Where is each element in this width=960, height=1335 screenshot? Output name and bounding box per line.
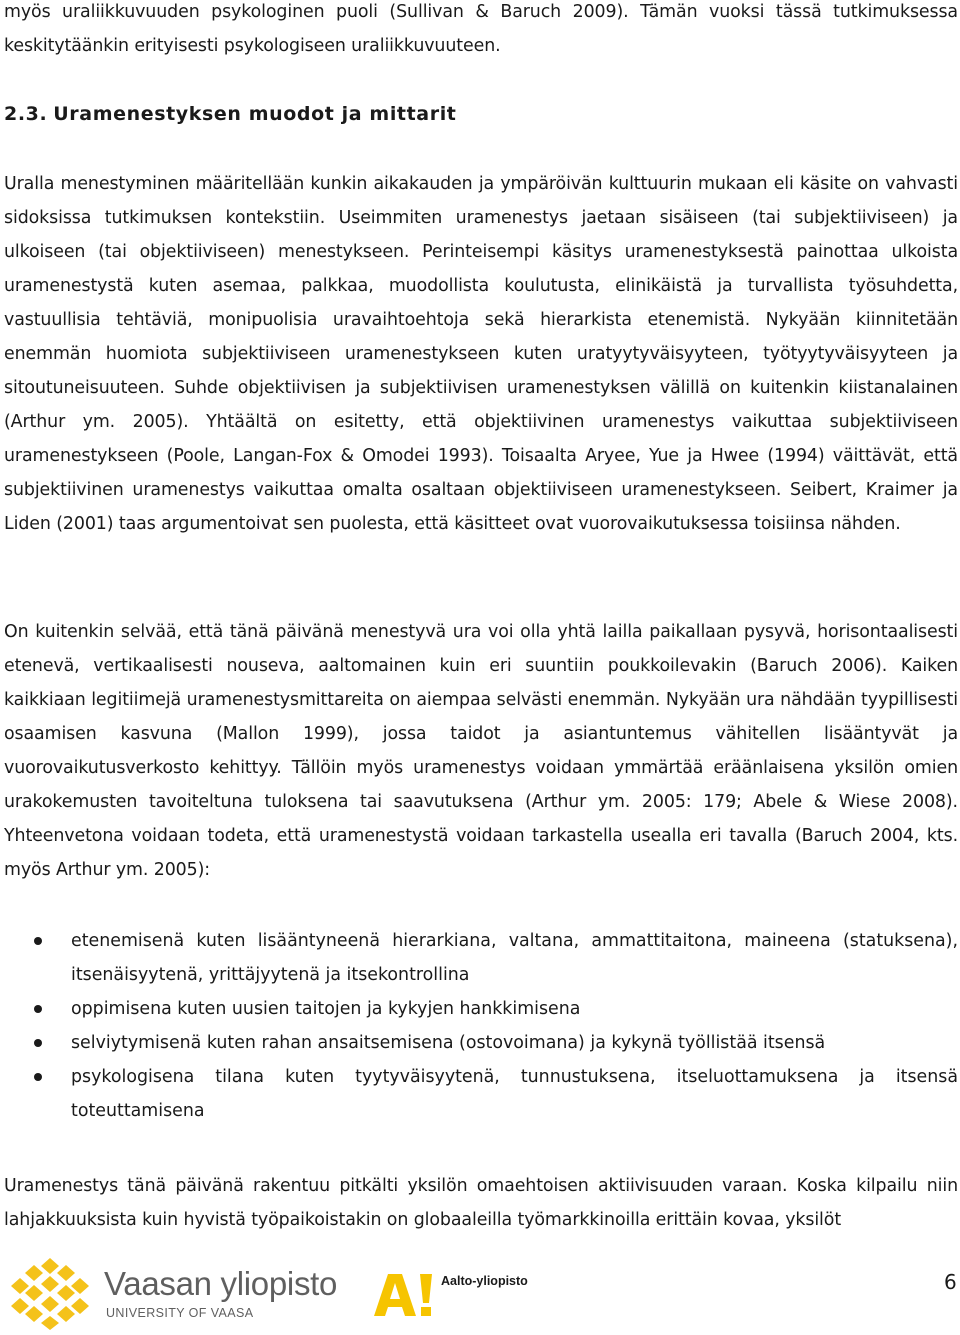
- vaasan-yliopisto-logo-icon: [10, 1256, 90, 1332]
- bullet-icon: [34, 1039, 42, 1047]
- list-item: [0, 992, 958, 1026]
- list-item: [0, 924, 958, 992]
- list-item-text: selviytymisenä kuten rahan ansaitsemisena (ostovoimana) ja kykynä työllistää itsensä: [71, 1033, 826, 1053]
- aalto-logo-icon: [374, 1274, 436, 1316]
- paragraph-2: On kuitenkin selvää, että tänä päivänä menestyvä ura voi olla yhtä lailla paikallaan pysyvä, horisontaalisesti etenevä, vertikaalisesti nouseva, aaltomainen kuin eri suuntiin poukkoilevakin (Baruch 2006). Kaiken kaikkiaan legitiimejä uramenestysmittareita on aiempaa selvästi enemmän. Nykyään ura nähdään tyypillisesti osaamisen kasvuna (Mallon 1999), jossa taidot ja asiantuntemus vähitellen lisääntyvät ja vuorovaikutusverkosto kehittyy. Tällöin myös uramenestys voidaan ymmärtää eräänlaisena yksilön omien urakokemusten tavoiteltuna tuloksena tai saavutuksena (Arthur ym. 2005: 179; Abele & Wiese 2008). Yhteenvetona voidaan todeta, että uramenestystä voidaan tarkastella usealla eri tavalla (Baruch 2004, kts. myös Arthur ym. 2005):: [4, 622, 958, 880]
- list-item-text: oppimisena kuten uusien taitojen ja kykyjen hankkimisena: [71, 999, 581, 1019]
- page-number: 6: [944, 1270, 957, 1294]
- paragraph-top: myös uraliikkuvuuden psykologinen puoli (Sullivan & Baruch 2009). Tämän vuoksi tässä tutkimuksessa keskitytäänkin erityisesti psykologiseen uraliikkuvuuteen.: [4, 2, 958, 56]
- section-title: Uramenestyksen muodot ja mittarit: [53, 103, 457, 125]
- aalto-name: Aalto-yliopisto: [441, 1274, 528, 1288]
- paragraph-3: Uramenestys tänä päivänä rakentuu pitkälti yksilön omaehtoisen aktiivisuuden varaan. Koska kilpailu niin lahjakkuuksista kuin hyvistä työpaikoistakin on globaaleilla työmarkkinoilla erittäin kovaa, yksilöt: [4, 1176, 958, 1230]
- bullet-icon: [34, 1073, 42, 1081]
- section-heading: [4, 98, 457, 130]
- list-item: [0, 1026, 958, 1060]
- section-number: 2.3.: [4, 103, 48, 125]
- page-footer: [0, 1252, 960, 1335]
- bullet-list: [0, 924, 958, 1128]
- list-item-text: psykologisena tilana kuten tyytyväisyytenä, tunnustuksena, itseluottamuksena ja itsensä toteuttamisena: [71, 1067, 958, 1121]
- university-subtitle: UNIVERSITY OF VAASA: [106, 1306, 254, 1320]
- list-item-text: etenemisenä kuten lisääntyneenä hierarkiana, valtana, ammattitaitona, maineena (statuksena), itsenäisyytenä, yrittäjyytenä ja itsekontrollina: [71, 931, 958, 985]
- bullet-icon: [34, 937, 42, 945]
- bullet-icon: [34, 1005, 42, 1013]
- list-item: [0, 1060, 958, 1128]
- university-name: Vaasan yliopisto: [104, 1265, 338, 1302]
- paragraph-1: Uralla menestyminen määritellään kunkin aikakauden ja ympäröivän kulttuurin mukaan eli käsite on vahvasti sidoksissa tutkimuksen kontekstiin. Useimmiten uramenestys jaetaan sisäiseen (tai subjektiiviseen) ja ulkoiseen (tai objektiiviseen) menestykseen. Perinteisempi käsitys uramenestyksestä painottaa ulkoista uramenestystä kuten asemaa, palkkaa, muodollista koulutusta, elinikäistä ja turvallista työsuhdetta, vastuullisia tehtäviä, monipuolisia uravaihtoehtoja sekä hierarkista etenemistä. Nykyään kiinnitetään enemmän huomiota subjektiiviseen uramenestykseen kuten uratyytyväisyyteen, työtyytyväisyyteen ja sitoutuneisuuteen. Suhde objektiivisen ja subjektiivisen uramenestyksen välillä on kuitenkin kiistanalainen (Arthur ym. 2005). Yhtäältä on esitetty, että objektiivinen uramenestys vaikuttaa subjektiiviseen uramenestykseen (Poole, Langan-Fox & Omodei 1993). Toisaalta Aryee, Yue ja Hwee (1994) väittävät, että subjektiivinen uramenestys vaikuttaa omalta osaltaan objektiiviseen uramenestykseen. Seibert, Kraimer ja Liden (2001) taas argumentoivat sen puolesta, että käsitteet ovat vuorovaikutuksessa toisiinsa nähden.: [4, 174, 958, 534]
